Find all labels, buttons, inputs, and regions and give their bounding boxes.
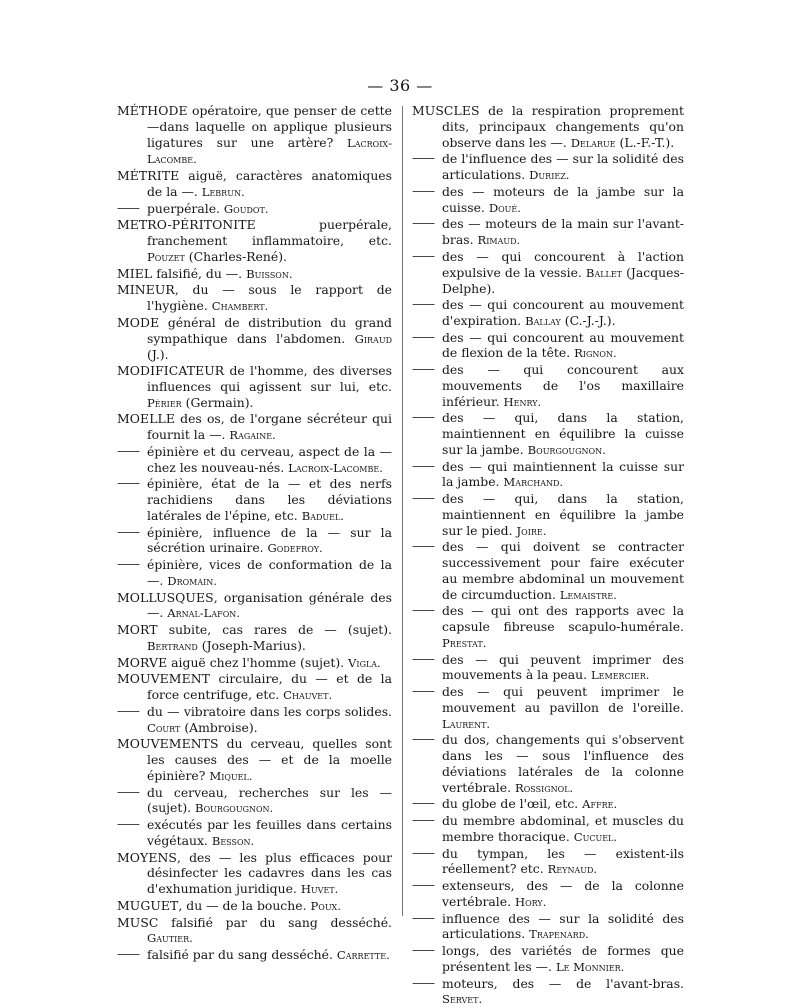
repeat-dash: —— xyxy=(412,846,440,862)
entry-text: aiguë chez l'homme (sujet). xyxy=(167,655,348,670)
index-entry xyxy=(117,103,392,168)
entry-text: du membre abdominal, et muscles du membre thoracique. xyxy=(442,813,684,844)
index-entry xyxy=(117,655,392,672)
index-entry xyxy=(117,266,392,283)
entry-author: Rimaud. xyxy=(477,233,520,247)
index-subentry xyxy=(117,476,392,524)
index-subentry xyxy=(412,459,684,492)
entry-author: Ballet xyxy=(586,266,622,280)
entry-headword: MINEUR xyxy=(117,282,175,297)
entry-author: Baduel. xyxy=(302,509,344,523)
index-subentry xyxy=(412,297,684,330)
entry-author-detail: (Ambroise). xyxy=(180,720,257,735)
index-subentry xyxy=(412,603,684,651)
repeat-dash: —— xyxy=(117,704,145,720)
entry-text: du — vibratoire dans les corps solides. xyxy=(147,704,392,719)
entry-text: des — qui, dans la station, maintiennent en équilibre la cuisse sur la jambe. xyxy=(442,410,684,457)
entry-text: , du — sous le rapport de l'hygiène. xyxy=(147,282,392,313)
index-entry xyxy=(117,671,392,704)
entry-text: moteurs, des — de l'avant-bras. xyxy=(442,976,684,991)
index-subentry xyxy=(412,652,684,685)
repeat-dash: —— xyxy=(412,911,440,927)
entry-author: Dromain. xyxy=(167,574,217,588)
index-subentry xyxy=(412,216,684,249)
entry-headword: MOELLE xyxy=(117,411,175,426)
index-subentry xyxy=(412,539,684,603)
repeat-dash: —— xyxy=(412,539,440,555)
entry-text: du globe de l'œil, etc. xyxy=(442,796,582,811)
repeat-dash: —— xyxy=(412,459,440,475)
entry-author: Bourgougnon. xyxy=(528,443,606,457)
entry-author: Gautier. xyxy=(147,931,193,945)
entry-author: Duriez. xyxy=(529,168,569,182)
index-entry xyxy=(117,168,392,201)
entry-author: Servet. xyxy=(442,992,482,1006)
repeat-dash: —— xyxy=(412,684,440,700)
repeat-dash: —— xyxy=(412,184,440,200)
repeat-dash: —— xyxy=(412,249,440,265)
entry-text: puerpérale, franchement inflammatoire, etc. xyxy=(147,217,392,248)
entry-headword: METRO-PÉRITONITE xyxy=(117,217,256,232)
entry-headword: MORVE xyxy=(117,655,167,670)
entry-text: épinière et du cerveau, aspect de la — chez les nouveau-nés. xyxy=(147,444,392,475)
index-subentry xyxy=(412,976,684,1008)
entry-author: Lacroix-Lacombe. xyxy=(288,461,383,475)
entry-headword: MODE xyxy=(117,315,159,330)
entry-headword: MODIFICATEUR xyxy=(117,363,224,378)
index-entry xyxy=(117,736,392,784)
entry-text: extenseurs, des — de la colonne vertébrale. xyxy=(442,878,684,909)
index-entry xyxy=(117,850,392,898)
repeat-dash: —— xyxy=(412,796,440,812)
repeat-dash: —— xyxy=(412,603,440,619)
repeat-dash: —— xyxy=(412,410,440,426)
repeat-dash: —— xyxy=(412,732,440,748)
entry-text: général de distribution du grand sympathique dans l'abdomen. xyxy=(147,315,392,346)
entry-author: Rossignol. xyxy=(515,781,573,795)
entry-author: Lebrun. xyxy=(202,185,245,199)
index-entry xyxy=(117,590,392,623)
entry-author: Ballay xyxy=(525,314,561,328)
entry-author: Henry. xyxy=(504,395,542,409)
index-subentry xyxy=(412,846,684,879)
entry-author: Ragaine. xyxy=(229,428,275,442)
entry-author: Le Monnier. xyxy=(556,960,624,974)
entry-author: Godefroy. xyxy=(268,541,323,555)
entry-text: de la respiration proprement dits, principaux changements qu'on observe dans les —. xyxy=(442,103,684,150)
entry-text: falsifié, du —. xyxy=(152,266,246,281)
index-subentry xyxy=(412,943,684,976)
entry-author: Vigla. xyxy=(348,656,381,670)
entry-author: Cucuel. xyxy=(574,830,617,844)
entry-text: des os, de l'organe sécréteur qui fournit la —. xyxy=(147,411,392,442)
entry-text: , organisation générale des —. xyxy=(147,590,392,621)
index-subentry xyxy=(117,947,392,964)
entry-author: Marchand. xyxy=(503,475,563,489)
entry-text: du dos, changements qui s'observent dans les — sous l'influence des déviations latérales de la colonne vertébrale. xyxy=(442,732,684,794)
entry-author: Trapenard. xyxy=(529,927,589,941)
repeat-dash: —— xyxy=(412,491,440,507)
index-subentry xyxy=(117,201,392,218)
left-column xyxy=(117,103,392,964)
column-divider xyxy=(402,106,403,916)
index-entry xyxy=(412,103,684,151)
repeat-dash: —— xyxy=(412,216,440,232)
entry-text: des — qui concourent au mouvement d'expiration. xyxy=(442,297,684,328)
page-number: — 36 — xyxy=(0,76,800,95)
entry-author: Lacroix-Lacombe. xyxy=(147,136,392,167)
repeat-dash: —— xyxy=(117,525,145,541)
index-subentry xyxy=(412,362,684,410)
entry-text: falsifié par du sang desséché. xyxy=(159,915,393,930)
index-subentry xyxy=(412,911,684,944)
index-subentry xyxy=(117,785,392,818)
entry-author-detail: (Jacques-Delphe). xyxy=(442,265,684,297)
repeat-dash: —— xyxy=(412,943,440,959)
entry-author-detail: (Charles-René). xyxy=(185,249,287,264)
entry-text: , du — de la bouche. xyxy=(178,898,310,913)
index-subentry xyxy=(412,684,684,732)
entry-author: Pouzet xyxy=(147,250,185,264)
repeat-dash: —— xyxy=(117,476,145,492)
entry-author: Prestat. xyxy=(442,636,486,650)
index-entry xyxy=(117,915,392,948)
entry-author-detail: (Joseph-Marius). xyxy=(198,638,306,653)
entry-author: Laurent. xyxy=(442,717,490,731)
entry-text: épinière, vices de conformation de la —. xyxy=(147,557,392,588)
entry-text: aiguë, caractères anatomiques de la —. xyxy=(147,168,392,199)
entry-author: Lemercier. xyxy=(591,668,649,682)
entry-author: Goudot. xyxy=(224,202,269,216)
index-subentry xyxy=(412,330,684,363)
entry-text: influence des — sur la solidité des articulations. xyxy=(442,911,684,942)
repeat-dash: —— xyxy=(412,297,440,313)
entry-text: de l'influence des — sur la solidité des articulations. xyxy=(442,151,684,182)
index-subentry xyxy=(117,557,392,590)
repeat-dash: —— xyxy=(412,362,440,378)
entry-author-detail: (C.-J.-J.). xyxy=(561,313,616,328)
entry-headword: MOUVEMENT xyxy=(117,671,210,686)
entry-headword: MUSC xyxy=(117,915,159,930)
index-subentry xyxy=(412,410,684,458)
entry-author: Delarue xyxy=(571,136,616,150)
entry-author: Joire. xyxy=(516,524,546,538)
entry-headword: MORT xyxy=(117,622,158,637)
index-entry xyxy=(117,282,392,315)
entry-author: Affre. xyxy=(582,797,617,811)
entry-headword: MOUVEMENTS xyxy=(117,736,219,751)
index-subentry xyxy=(412,249,684,297)
entry-headword: MÉTHODE xyxy=(117,103,188,118)
entry-author: Rignon. xyxy=(574,346,617,360)
entry-text: épinière, état de la — et des nerfs rachidiens dans les déviations latérales de l'épine, etc. xyxy=(147,476,392,523)
entry-text: longs, des variétés de formes que présentent les —. xyxy=(442,943,684,974)
entry-author: Miquel. xyxy=(209,769,252,783)
entry-author: Lemaistre. xyxy=(560,588,617,602)
entry-text: des — qui peuvent imprimer le mouvement au pavillon de l'oreille. xyxy=(442,684,684,715)
index-subentry xyxy=(412,184,684,217)
entry-text: opératoire, que penser de cette —dans laquelle on applique plusieurs ligatures sur une artère? xyxy=(147,103,392,150)
entry-text: circulaire, du — et de la force centrifuge, etc. xyxy=(147,671,392,702)
entry-author-detail: (L.-F.-T.). xyxy=(616,135,675,150)
index-entry xyxy=(117,622,392,655)
entry-author: Périer xyxy=(147,396,182,410)
index-subentry xyxy=(117,525,392,558)
entry-author: Bertrand xyxy=(147,639,198,653)
index-entry xyxy=(117,217,392,265)
index-subentry xyxy=(412,878,684,911)
entry-author-detail: (Germain). xyxy=(182,395,254,410)
index-entry xyxy=(117,315,392,363)
entry-author: Poux. xyxy=(310,899,340,913)
entry-text: subite, cas rares de — (sujet). xyxy=(158,622,392,637)
entry-author: Doué. xyxy=(489,201,521,215)
entry-headword: MUSCLES xyxy=(412,103,480,118)
entry-text: des — qui ont des rapports avec la capsule fibreuse scapulo-humérale. xyxy=(442,603,684,634)
index-subentry xyxy=(117,704,392,737)
repeat-dash: —— xyxy=(412,151,440,167)
index-subentry xyxy=(412,813,684,846)
index-entry xyxy=(117,898,392,915)
entry-author: Chambert. xyxy=(212,299,268,313)
entry-headword: MUGUET xyxy=(117,898,178,913)
entry-author-detail: (J.). xyxy=(147,347,169,362)
entry-text: des — qui concourent à l'action expulsive de la vessie. xyxy=(442,249,684,280)
index-subentry xyxy=(412,151,684,184)
entry-text: des — qui, dans la station, maintiennent en équilibre la jambe sur le pied. xyxy=(442,491,684,538)
repeat-dash: —— xyxy=(412,976,440,992)
entry-text: , des — les plus efficaces pour désinfecter les cadavres dans les cas d'exhumation juridique. xyxy=(147,850,392,897)
entry-text: des — moteurs de la jambe sur la cuisse. xyxy=(442,184,684,215)
entry-text: puerpérale. xyxy=(147,201,224,216)
entry-author: Huvet. xyxy=(301,882,339,896)
entry-text: des — qui peuvent imprimer des mouvements à la peau. xyxy=(442,652,684,683)
entry-author: Court xyxy=(147,721,180,735)
entry-author: Hory. xyxy=(515,895,546,909)
index-subentry xyxy=(412,491,684,539)
repeat-dash: —— xyxy=(412,813,440,829)
index-subentry xyxy=(412,732,684,796)
repeat-dash: —— xyxy=(412,330,440,346)
entry-author: Reynaud. xyxy=(548,862,597,876)
repeat-dash: —— xyxy=(117,817,145,833)
repeat-dash: —— xyxy=(117,201,145,217)
entry-headword: MIEL xyxy=(117,266,152,281)
entry-text: du cerveau, recherches sur les — (sujet). xyxy=(147,785,392,816)
entry-author: Bourgougnon. xyxy=(195,801,273,815)
index-entry xyxy=(117,411,392,444)
entry-author: Besson. xyxy=(212,834,254,848)
repeat-dash: —— xyxy=(117,785,145,801)
entry-text: du cerveau, quelles sont les causes des — et de la moelle épinière? xyxy=(147,736,392,783)
entry-headword: MOYENS xyxy=(117,850,177,865)
entry-text: des — qui doivent se contracter successivement pour faire exécuter au membre abdominal un mouvement de circumduction. xyxy=(442,539,684,601)
entry-author: Buisson. xyxy=(246,267,293,281)
index-subentry xyxy=(412,796,684,813)
repeat-dash: —— xyxy=(117,444,145,460)
entry-author: Chauvet. xyxy=(283,688,332,702)
entry-text: des — qui concourent aux mouvements de l'os maxillaire inférieur. xyxy=(442,362,684,409)
entry-text: du tympan, les — existent-ils réellement? etc. xyxy=(442,846,684,877)
entry-text: des — qui maintiennent la cuisse sur la jambe. xyxy=(442,459,684,490)
repeat-dash: —— xyxy=(412,878,440,894)
entry-text: falsifié par du sang desséché. xyxy=(147,947,337,962)
entry-text: de l'homme, des diverses influences qui agissent sur lui, etc. xyxy=(147,363,392,394)
entry-author: Giraud xyxy=(355,332,392,346)
entry-author: Arnal-Lafon. xyxy=(167,606,240,620)
entry-headword: MOLLUSQUES xyxy=(117,590,214,605)
index-entry xyxy=(117,363,392,411)
entry-headword: MÉTRITE xyxy=(117,168,179,183)
repeat-dash: —— xyxy=(117,557,145,573)
repeat-dash: —— xyxy=(117,947,145,963)
entry-text: épinière, influence de la — sur la sécrétion urinaire. xyxy=(147,525,392,556)
entry-text: des — moteurs de la main sur l'avant-bras. xyxy=(442,216,684,247)
right-column xyxy=(412,103,684,1008)
entry-author: Carrette. xyxy=(337,948,390,962)
entry-text: des — qui concourent au mouvement de flexion de la tête. xyxy=(442,330,684,361)
entry-text: exécutés par les feuilles dans certains végétaux. xyxy=(147,817,392,848)
index-subentry xyxy=(117,444,392,477)
repeat-dash: —— xyxy=(412,652,440,668)
index-subentry xyxy=(117,817,392,850)
